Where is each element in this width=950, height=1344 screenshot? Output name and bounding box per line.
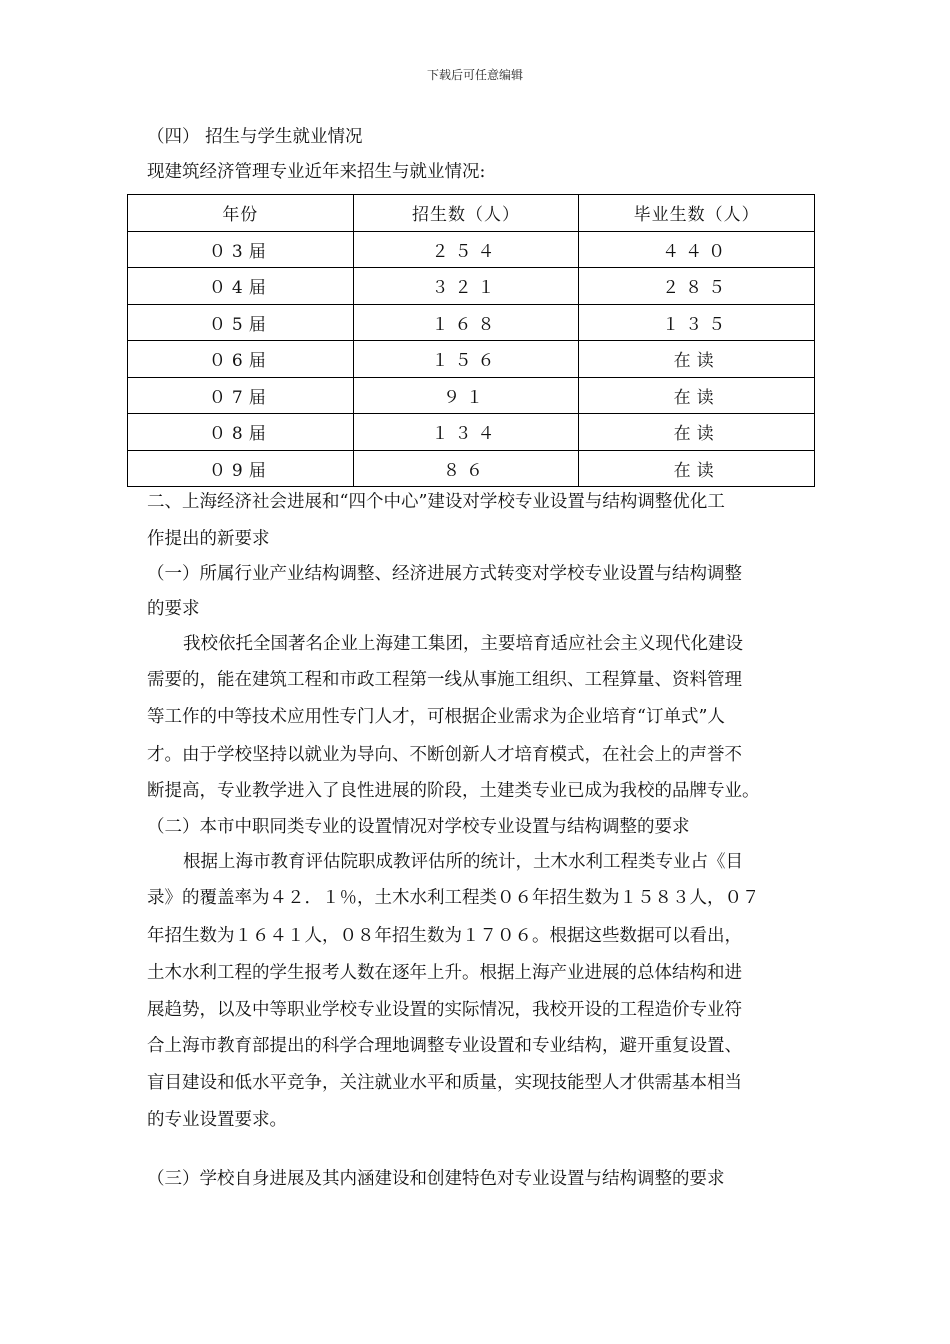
- paragraph-line: 录》的覆盖率为４２．１％，土木水利工程类０６年招生数为１５８３人，０７: [147, 888, 760, 908]
- table-row: [128, 414, 815, 451]
- cell-year: ０5届: [128, 304, 354, 341]
- paragraph-line: 我校依托全国著名企业上海建工集团，主要培育适应社会主义现代化建设: [183, 634, 743, 654]
- subsection-heading-1: （一）所属行业产业结构调整、经济进展方式转变对学校专业设置与结构调整: [147, 564, 742, 584]
- section-heading-2-cont: 作提出的新要求: [147, 529, 270, 549]
- subsection-heading-1-cont: 的要求: [147, 599, 200, 619]
- table-header-row: [128, 195, 815, 232]
- paragraph-line: 才。由于学校坚持以就业为导向、不断创新人才培育模式，在社会上的声誉不: [147, 745, 742, 765]
- cell-year: ０6届: [128, 341, 354, 378]
- cell-year: ０9届: [128, 450, 354, 487]
- paragraph-line: 断提高，专业教学进入了良性进展的阶段，土建类专业已成为我校的品牌专业。: [147, 781, 760, 801]
- cell-graduates: ４４０: [579, 231, 815, 268]
- cell-enrollment: ２５４: [353, 231, 579, 268]
- cell-graduates: 在读: [579, 341, 815, 378]
- header-graduates: 毕业生数（人）: [579, 195, 815, 232]
- cell-enrollment: ８６: [353, 450, 579, 487]
- subsection-heading-3: （三）学校自身进展及其内涵建设和创建特色对专业设置与结构调整的要求: [147, 1169, 725, 1189]
- header-year: 年份: [128, 195, 354, 232]
- header-note: 下载后可任意编辑: [426, 68, 523, 82]
- paragraph-line: 的专业设置要求。: [147, 1110, 287, 1130]
- table-intro: 现建筑经济管理专业近年来招生与就业情况:: [147, 162, 486, 182]
- table-row: [128, 304, 815, 341]
- paragraph-line: 土木水利工程的学生报考人数在逐年上升。根据上海产业进展的总体结构和进: [147, 963, 742, 983]
- table-row: [128, 341, 815, 378]
- header-enrollment: 招生数（人）: [353, 195, 579, 232]
- table-row: [128, 377, 815, 414]
- cell-graduates: ２８５: [579, 268, 815, 305]
- cell-graduates: 在读: [579, 377, 815, 414]
- cell-year: ０7届: [128, 377, 354, 414]
- cell-enrollment: ３２１: [353, 268, 579, 305]
- cell-enrollment: ９１: [353, 377, 579, 414]
- table-row: [128, 231, 815, 268]
- paragraph-line: 等工作的中等技术应用性专门人才，可根据企业需求为企业培育“订单式”人: [147, 707, 725, 727]
- cell-enrollment: １３４: [353, 414, 579, 451]
- table-row: [128, 450, 815, 487]
- cell-graduates: １３５: [579, 304, 815, 341]
- table-row: [128, 268, 815, 305]
- cell-graduates: 在读: [579, 450, 815, 487]
- paragraph-line: 盲目建设和低水平竞争，关注就业水平和质量，实现技能型人才供需基本相当: [147, 1073, 742, 1093]
- paragraph-line: 根据上海市教育评估院职成教评估所的统计，土木水利工程类专业占《目: [183, 852, 743, 872]
- cell-enrollment: １５６: [353, 341, 579, 378]
- paragraph-line: 需要的，能在建筑工程和市政工程第一线从事施工组织、工程算量、资料管理: [147, 670, 742, 690]
- section-heading-4: （四） 招生与学生就业情况: [147, 127, 363, 147]
- enrollment-table: [127, 194, 815, 487]
- cell-graduates: 在读: [579, 414, 815, 451]
- cell-year: ０4届: [128, 268, 354, 305]
- paragraph-line: 年招生数为１６４１人，０８年招生数为１７０６。根据这些数据可以看出，: [147, 926, 742, 946]
- cell-year: ０8届: [128, 414, 354, 451]
- subsection-heading-2: （二）本市中职同类专业的设置情况对学校专业设置与结构调整的要求: [147, 817, 690, 837]
- paragraph-line: 展趋势，以及中等职业学校专业设置的实际情况，我校开设的工程造价专业符: [147, 1000, 742, 1020]
- cell-year: ０3届: [128, 231, 354, 268]
- paragraph-line: 合上海市教育部提出的科学合理地调整专业设置和专业结构，避开重复设置、: [147, 1036, 742, 1056]
- section-heading-2: 二、上海经济社会进展和“四个中心”建设对学校专业设置与结构调整优化工: [147, 492, 725, 512]
- cell-enrollment: １６８: [353, 304, 579, 341]
